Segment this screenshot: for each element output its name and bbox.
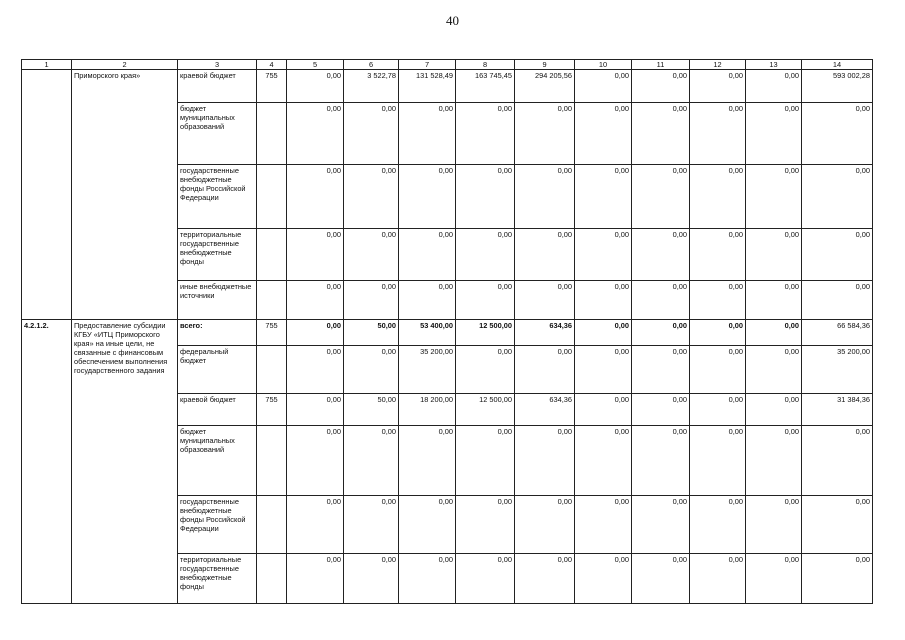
indicator-cell: 755: [257, 320, 287, 346]
value-cell: 0,00: [690, 229, 746, 281]
column-header: 6: [344, 60, 399, 70]
value-cell: 0,00: [575, 496, 632, 554]
funding-source-cell: государственные внебюджетные фонды Российской Федерации: [178, 165, 257, 229]
value-cell: 0,00: [456, 229, 515, 281]
value-cell: 634,36: [515, 320, 575, 346]
value-cell: 131 528,49: [399, 70, 456, 103]
value-cell: 0,00: [515, 165, 575, 229]
total-cell: 0,00: [802, 229, 873, 281]
funding-source-cell: краевой бюджет: [178, 70, 257, 103]
value-cell: 0,00: [746, 394, 802, 426]
value-cell: 0,00: [632, 394, 690, 426]
item-name-cell: Приморского края»: [72, 70, 178, 320]
column-header: 7: [399, 60, 456, 70]
total-cell: 0,00: [802, 165, 873, 229]
column-header: 5: [287, 60, 344, 70]
value-cell: 0,00: [399, 496, 456, 554]
value-cell: 35 200,00: [399, 346, 456, 394]
value-cell: 0,00: [690, 426, 746, 496]
funding-source-cell: бюджет муниципальных образований: [178, 426, 257, 496]
value-cell: 0,00: [575, 346, 632, 394]
value-cell: 0,00: [399, 554, 456, 604]
value-cell: 0,00: [632, 554, 690, 604]
value-cell: 0,00: [515, 346, 575, 394]
item-name-cell: Предоставление субсидии КГБУ «ИТЦ Приморского края» на иные цели, не связанные с финансовым обеспечением выполнения государственного задания: [72, 320, 178, 604]
value-cell: 3 522,78: [344, 70, 399, 103]
value-cell: 18 200,00: [399, 394, 456, 426]
value-cell: 0,00: [344, 165, 399, 229]
funding-source-cell: государственные внебюджетные фонды Российской Федерации: [178, 496, 257, 554]
value-cell: 0,00: [575, 426, 632, 496]
value-cell: 0,00: [690, 320, 746, 346]
value-cell: 0,00: [690, 496, 746, 554]
value-cell: 0,00: [287, 229, 344, 281]
value-cell: 0,00: [287, 426, 344, 496]
value-cell: 0,00: [287, 346, 344, 394]
value-cell: 0,00: [399, 426, 456, 496]
indicator-cell: [257, 165, 287, 229]
column-header: 1: [22, 60, 72, 70]
value-cell: 0,00: [287, 496, 344, 554]
value-cell: 0,00: [690, 70, 746, 103]
column-header: 2: [72, 60, 178, 70]
indicator-cell: [257, 426, 287, 496]
value-cell: 163 745,45: [456, 70, 515, 103]
indicator-cell: [257, 281, 287, 320]
total-cell: 0,00: [802, 103, 873, 165]
value-cell: 0,00: [746, 165, 802, 229]
item-code-cell: [22, 70, 72, 320]
value-cell: 0,00: [399, 281, 456, 320]
funding-source-cell: территориальные государственные внебюджетные фонды: [178, 229, 257, 281]
column-header: 4: [257, 60, 287, 70]
value-cell: 0,00: [746, 281, 802, 320]
value-cell: 0,00: [746, 426, 802, 496]
column-header: 14: [802, 60, 873, 70]
item-code-cell: 4.2.1.2.: [22, 320, 72, 604]
value-cell: 0,00: [456, 165, 515, 229]
value-cell: 0,00: [690, 394, 746, 426]
total-cell: 66 584,36: [802, 320, 873, 346]
value-cell: 0,00: [515, 229, 575, 281]
page-number: 40: [446, 13, 459, 28]
total-cell: 0,00: [802, 496, 873, 554]
indicator-cell: [257, 346, 287, 394]
value-cell: 0,00: [575, 70, 632, 103]
total-cell: 35 200,00: [802, 346, 873, 394]
value-cell: 0,00: [575, 103, 632, 165]
value-cell: 0,00: [575, 229, 632, 281]
value-cell: 0,00: [632, 70, 690, 103]
value-cell: 0,00: [515, 103, 575, 165]
value-cell: 294 205,56: [515, 70, 575, 103]
value-cell: 0,00: [344, 281, 399, 320]
value-cell: 50,00: [344, 394, 399, 426]
total-cell: 0,00: [802, 426, 873, 496]
column-header: 12: [690, 60, 746, 70]
value-cell: 0,00: [344, 426, 399, 496]
value-cell: 0,00: [515, 426, 575, 496]
value-cell: 0,00: [344, 554, 399, 604]
value-cell: 0,00: [456, 554, 515, 604]
value-cell: 0,00: [456, 496, 515, 554]
value-cell: 0,00: [456, 346, 515, 394]
value-cell: 0,00: [287, 165, 344, 229]
value-cell: 0,00: [690, 103, 746, 165]
value-cell: 0,00: [746, 554, 802, 604]
value-cell: 0,00: [746, 346, 802, 394]
value-cell: 0,00: [690, 281, 746, 320]
value-cell: 0,00: [287, 103, 344, 165]
value-cell: 0,00: [287, 554, 344, 604]
value-cell: 0,00: [575, 281, 632, 320]
value-cell: 0,00: [632, 281, 690, 320]
value-cell: 0,00: [746, 70, 802, 103]
value-cell: 0,00: [690, 346, 746, 394]
value-cell: 0,00: [575, 320, 632, 346]
value-cell: 0,00: [399, 229, 456, 281]
value-cell: 0,00: [344, 496, 399, 554]
indicator-cell: [257, 103, 287, 165]
value-cell: 0,00: [456, 103, 515, 165]
value-cell: 0,00: [344, 229, 399, 281]
column-header: 11: [632, 60, 690, 70]
value-cell: 0,00: [287, 320, 344, 346]
value-cell: 0,00: [632, 320, 690, 346]
value-cell: 634,36: [515, 394, 575, 426]
value-cell: 0,00: [632, 426, 690, 496]
indicator-cell: 755: [257, 394, 287, 426]
value-cell: 0,00: [632, 103, 690, 165]
value-cell: 0,00: [575, 165, 632, 229]
total-cell: 0,00: [802, 281, 873, 320]
funding-source-cell: иные внебюджетные источники: [178, 281, 257, 320]
value-cell: 0,00: [399, 165, 456, 229]
value-cell: 0,00: [746, 229, 802, 281]
funding-source-cell: всего:: [178, 320, 257, 346]
value-cell: 0,00: [632, 229, 690, 281]
total-cell: 593 002,28: [802, 70, 873, 103]
value-cell: 0,00: [287, 281, 344, 320]
value-cell: 0,00: [575, 554, 632, 604]
column-header: 3: [178, 60, 257, 70]
total-cell: 0,00: [802, 554, 873, 604]
value-cell: 0,00: [690, 165, 746, 229]
table-row: [22, 320, 873, 346]
total-cell: 31 384,36: [802, 394, 873, 426]
budget-table: [21, 59, 873, 604]
value-cell: 0,00: [632, 496, 690, 554]
indicator-cell: [257, 554, 287, 604]
value-cell: 0,00: [287, 394, 344, 426]
indicator-cell: [257, 229, 287, 281]
value-cell: 0,00: [456, 281, 515, 320]
value-cell: 53 400,00: [399, 320, 456, 346]
column-header: 13: [746, 60, 802, 70]
funding-source-cell: территориальные государственные внебюджетные фонды: [178, 554, 257, 604]
value-cell: 0,00: [575, 394, 632, 426]
table-row: [22, 70, 873, 103]
indicator-cell: [257, 496, 287, 554]
value-cell: 0,00: [632, 346, 690, 394]
value-cell: 0,00: [746, 103, 802, 165]
value-cell: 12 500,00: [456, 320, 515, 346]
funding-source-cell: краевой бюджет: [178, 394, 257, 426]
column-header: 8: [456, 60, 515, 70]
value-cell: 0,00: [399, 103, 456, 165]
value-cell: 0,00: [690, 554, 746, 604]
funding-source-cell: бюджет муниципальных образований: [178, 103, 257, 165]
value-cell: 0,00: [344, 346, 399, 394]
funding-source-cell: федеральный бюджет: [178, 346, 257, 394]
value-cell: 0,00: [515, 281, 575, 320]
value-cell: 0,00: [632, 165, 690, 229]
value-cell: 0,00: [746, 496, 802, 554]
indicator-cell: 755: [257, 70, 287, 103]
column-header: 9: [515, 60, 575, 70]
value-cell: 0,00: [287, 70, 344, 103]
value-cell: 12 500,00: [456, 394, 515, 426]
value-cell: 0,00: [515, 496, 575, 554]
value-cell: 0,00: [746, 320, 802, 346]
value-cell: 0,00: [344, 103, 399, 165]
header-row: [22, 60, 873, 70]
value-cell: 50,00: [344, 320, 399, 346]
value-cell: 0,00: [456, 426, 515, 496]
column-header: 10: [575, 60, 632, 70]
value-cell: 0,00: [515, 554, 575, 604]
